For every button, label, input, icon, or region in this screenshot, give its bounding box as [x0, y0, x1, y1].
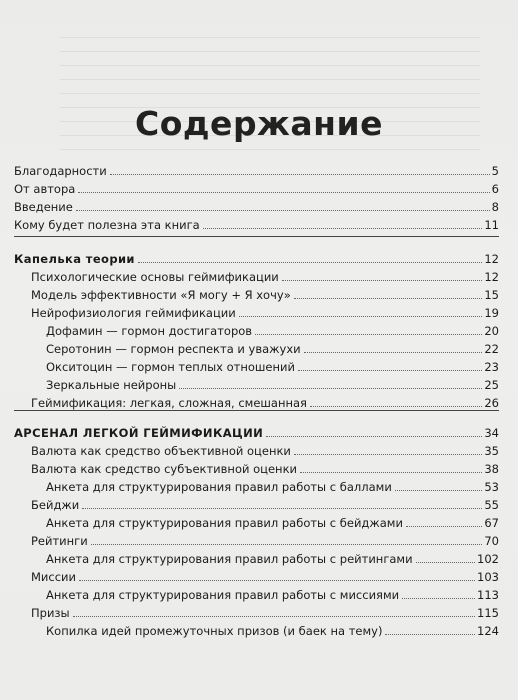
toc-section-heading[interactable] — [14, 420, 499, 440]
toc-entry-title: От автора — [14, 182, 76, 196]
toc-entry-page: 25 — [484, 378, 499, 392]
toc-entry-title: Нейрофизиология геймификации — [31, 306, 236, 320]
toc-entry-title: Зеркальные нейроны — [46, 378, 177, 392]
toc-entry-page: 102 — [477, 552, 499, 566]
toc-entry[interactable] — [14, 194, 499, 214]
toc-leader — [310, 406, 482, 407]
toc-leader — [78, 192, 489, 193]
toc-entry[interactable] — [31, 528, 499, 548]
toc-entry-page: 8 — [491, 200, 499, 214]
toc-entry[interactable] — [46, 318, 499, 338]
toc-entry-page: 55 — [484, 498, 499, 512]
toc-entry-title: Миссии — [31, 570, 76, 584]
toc-entry[interactable] — [31, 300, 499, 320]
toc-leader — [298, 370, 482, 371]
toc-entry[interactable] — [46, 510, 499, 530]
toc-entry[interactable] — [31, 438, 499, 458]
toc-entry-title: Дофамин — гормон достигаторов — [46, 324, 253, 338]
toc-leader — [282, 280, 483, 281]
toc-entry-page: 53 — [484, 480, 499, 494]
toc-entry-page: 67 — [484, 516, 499, 530]
toc-entry-page: 11 — [484, 218, 499, 232]
toc-entry-page: 23 — [484, 360, 499, 374]
toc-entry[interactable] — [14, 158, 499, 178]
toc-entry-page: 124 — [477, 624, 499, 638]
toc-entry-page: 35 — [484, 444, 499, 458]
toc-entry-page: 20 — [484, 324, 499, 338]
toc-section-heading[interactable] — [14, 246, 499, 266]
toc-entry-page: 103 — [477, 570, 499, 584]
toc-entry-title: Рейтинги — [31, 534, 88, 548]
toc-entry-title: Благодарности — [14, 164, 107, 178]
toc-leader — [203, 228, 483, 229]
toc-entry-title: АРСЕНАЛ ЛЕГКОЙ ГЕЙМИФИКАЦИИ — [14, 426, 264, 440]
toc-entry-page: 12 — [484, 252, 499, 266]
toc-entry-title: Бейджи — [31, 498, 80, 512]
toc-entry-title: Кому будет полезна эта книга — [14, 218, 200, 232]
toc-entry[interactable] — [46, 618, 499, 638]
toc-leader — [300, 472, 482, 473]
toc-entry[interactable] — [14, 212, 499, 232]
toc-leader — [239, 316, 483, 317]
toc-entry-title: Геймификация: легкая, сложная, смешанная — [31, 396, 307, 410]
toc-entry[interactable] — [46, 336, 499, 356]
toc-leader — [416, 562, 475, 563]
toc-leader — [138, 262, 482, 263]
toc-leader — [266, 436, 482, 437]
toc-leader — [82, 508, 482, 509]
toc-entry[interactable] — [46, 546, 499, 566]
toc-entry-page: 15 — [484, 288, 499, 302]
toc-entry[interactable] — [31, 390, 499, 410]
toc-entry[interactable] — [31, 456, 499, 476]
toc-entry[interactable] — [31, 282, 499, 302]
toc-leader — [73, 616, 475, 617]
toc-entry-title: Копилка идей промежуточных призов (и баек на тему) — [46, 624, 383, 638]
page-title: Содержание — [135, 104, 383, 143]
toc-entry-title: Психологические основы геймификации — [31, 270, 279, 284]
toc-entry-title: Валюта как средство объективной оценки — [31, 444, 291, 458]
toc-entry-page: 12 — [484, 270, 499, 284]
toc-leader — [110, 174, 490, 175]
toc-entry-title: Капелька теории — [14, 252, 135, 266]
toc-entry-page: 6 — [491, 182, 499, 196]
toc-entry-title: Валюта как средство субъективной оценки — [31, 462, 297, 476]
toc-leader — [294, 454, 482, 455]
toc-entry-title: Окситоцин — гормон теплых отношений — [46, 360, 295, 374]
toc-entry-title: Анкета для структурирования правил работы с рейтингами — [46, 552, 413, 566]
toc-leader — [179, 388, 482, 389]
toc-entry[interactable] — [14, 176, 499, 196]
toc-entry-title: Модель эффективности «Я могу + Я хочу» — [31, 288, 291, 302]
toc-entry-title: Призы — [31, 606, 70, 620]
toc-entry-page: 5 — [491, 164, 499, 178]
toc-entry[interactable] — [31, 600, 499, 620]
toc-entry-title: Анкета для структурирования правил работы с баллами — [46, 480, 392, 494]
toc-entry-page: 38 — [484, 462, 499, 476]
toc-entry[interactable] — [46, 372, 499, 392]
toc-entry[interactable] — [31, 264, 499, 284]
toc-entry-page: 70 — [484, 534, 499, 548]
toc-leader — [406, 526, 482, 527]
toc-entry-title: Введение — [14, 200, 73, 214]
toc-entry-page: 19 — [484, 306, 499, 320]
toc-entry-page: 34 — [484, 426, 499, 440]
toc-leader — [76, 210, 490, 211]
toc-entry[interactable] — [46, 474, 499, 494]
toc-entry-title: Серотонин — гормон респекта и уважухи — [46, 342, 301, 356]
toc-entry[interactable] — [31, 564, 499, 584]
toc-leader — [385, 634, 475, 635]
toc-leader — [255, 334, 482, 335]
toc-entry[interactable] — [31, 492, 499, 512]
toc-entry[interactable] — [46, 354, 499, 374]
toc-entry-page: 113 — [477, 588, 499, 602]
toc-leader — [79, 580, 475, 581]
toc-leader — [294, 298, 483, 299]
toc-entry[interactable] — [46, 582, 499, 602]
toc-leader — [91, 544, 483, 545]
toc-leader — [304, 352, 483, 353]
toc-leader — [402, 598, 475, 599]
toc-entry-title: Анкета для структурирования правил работы с бейджами — [46, 516, 403, 530]
toc-leader — [395, 490, 483, 491]
toc-entry-page: 115 — [477, 606, 499, 620]
toc-entry-page: 22 — [484, 342, 499, 356]
toc-entry-title: Анкета для структурирования правил работы с миссиями — [46, 588, 400, 602]
toc-entry-page: 26 — [484, 396, 499, 410]
